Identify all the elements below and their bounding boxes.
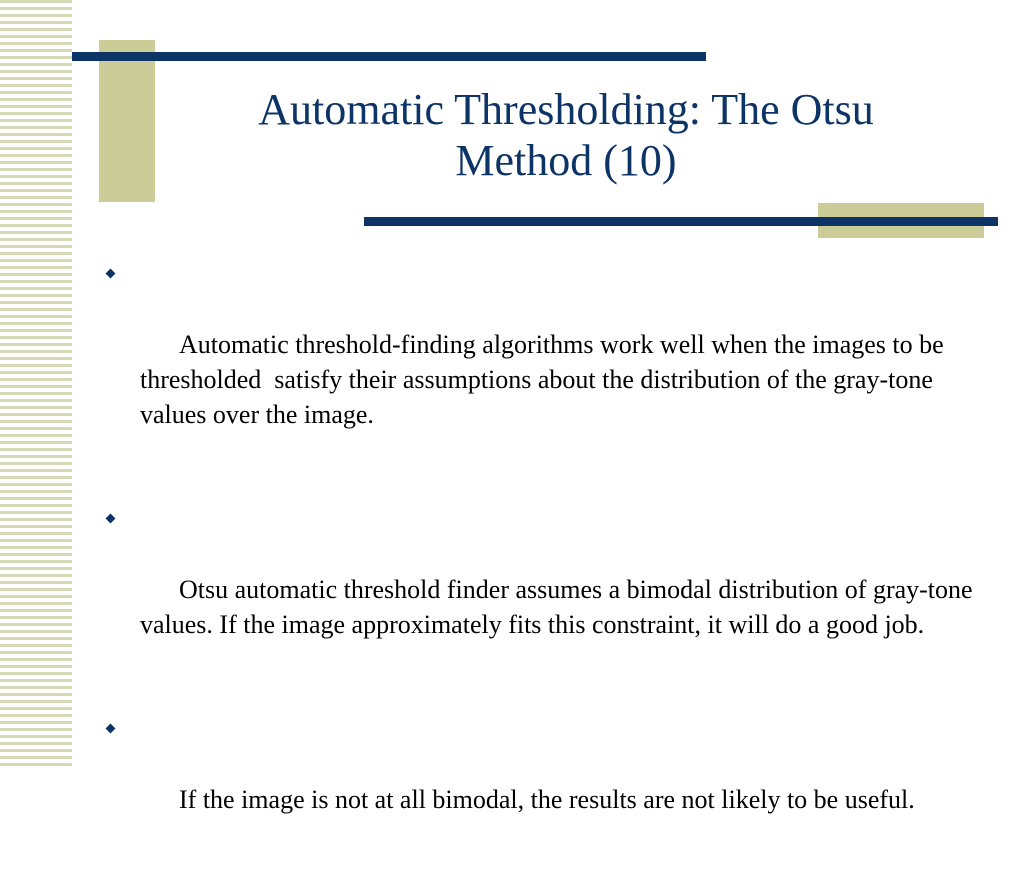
decorative-khaki-block-top [99,40,155,202]
diamond-bullet-icon [106,269,116,279]
bullet-item [103,502,983,677]
bullet-text: If the image is not at all bimodal, the results are not likely to be useful. [179,785,915,814]
slide-title: Automatic Thresholding: The Otsu Method (10) [258,85,874,185]
decorative-navy-rule-bottom [364,217,998,226]
diamond-bullet-icon [106,514,116,524]
bullet-item [103,712,983,852]
bullet-text: Automatic threshold-finding algorithms work well when the images to be thresholded satisfy their assumptions about the distribution of the gray-tone values over the image. [140,330,951,429]
left-striped-band [0,0,72,768]
decorative-navy-rule-top [72,52,706,61]
bullet-text: Otsu automatic threshold finder assumes a bimodal distribution of gray-tone values. If the image approximately fits this constraint, it will do a good job. [140,575,980,639]
bullet-item [103,257,983,467]
diamond-bullet-icon [106,724,116,734]
bullet-list [103,257,983,887]
